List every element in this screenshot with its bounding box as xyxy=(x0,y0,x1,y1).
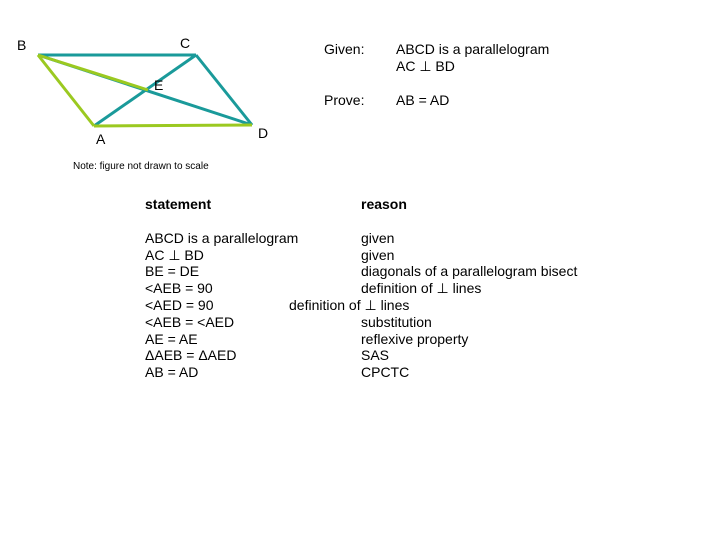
statement-header: statement xyxy=(145,196,212,212)
reason-cell: definition of ⊥ lines xyxy=(289,297,410,313)
statement-cell: AE = AE xyxy=(145,331,198,347)
statement-cell: <AEB = <AED xyxy=(145,314,235,330)
point-label-d: D xyxy=(258,125,269,141)
statement-cell: AB = AD xyxy=(145,364,199,380)
prove-value: AB = AD xyxy=(396,92,450,108)
reason-cell: CPCTC xyxy=(361,364,410,380)
statement-cell: ABCD is a parallelogram xyxy=(145,230,299,246)
given-line-2: AC ⊥ BD xyxy=(396,58,455,74)
statement-cell: <AED = 90 xyxy=(145,297,214,313)
reason-header: reason xyxy=(361,196,407,212)
reason-cell: SAS xyxy=(361,347,390,363)
given-label: Given: xyxy=(324,41,365,57)
reason-cell: given xyxy=(361,247,395,263)
statement-cell: <AEB = 90 xyxy=(145,280,213,296)
statement-cell: ΔAEB = ΔAED xyxy=(145,347,237,363)
statement-cell: AC ⊥ BD xyxy=(145,247,204,263)
point-label-b: B xyxy=(17,37,27,53)
reason-cell: substitution xyxy=(361,314,432,330)
statement-cell: BE = DE xyxy=(145,263,200,279)
side-ae xyxy=(38,55,148,90)
point-label-c: C xyxy=(180,35,191,51)
figure-note: Note: figure not drawn to scale xyxy=(73,161,209,172)
reason-cell: diagonals of a parallelogram bisect xyxy=(361,263,578,279)
point-label-e: E xyxy=(154,77,164,93)
reason-cell: reflexive property xyxy=(361,331,469,347)
reason-cell: given xyxy=(361,230,395,246)
prove-label: Prove: xyxy=(324,92,365,108)
side-ad xyxy=(94,125,252,126)
given-line-1: ABCD is a parallelogram xyxy=(396,41,550,57)
point-label-a: A xyxy=(96,131,106,147)
reason-cell: definition of ⊥ lines xyxy=(361,280,482,296)
